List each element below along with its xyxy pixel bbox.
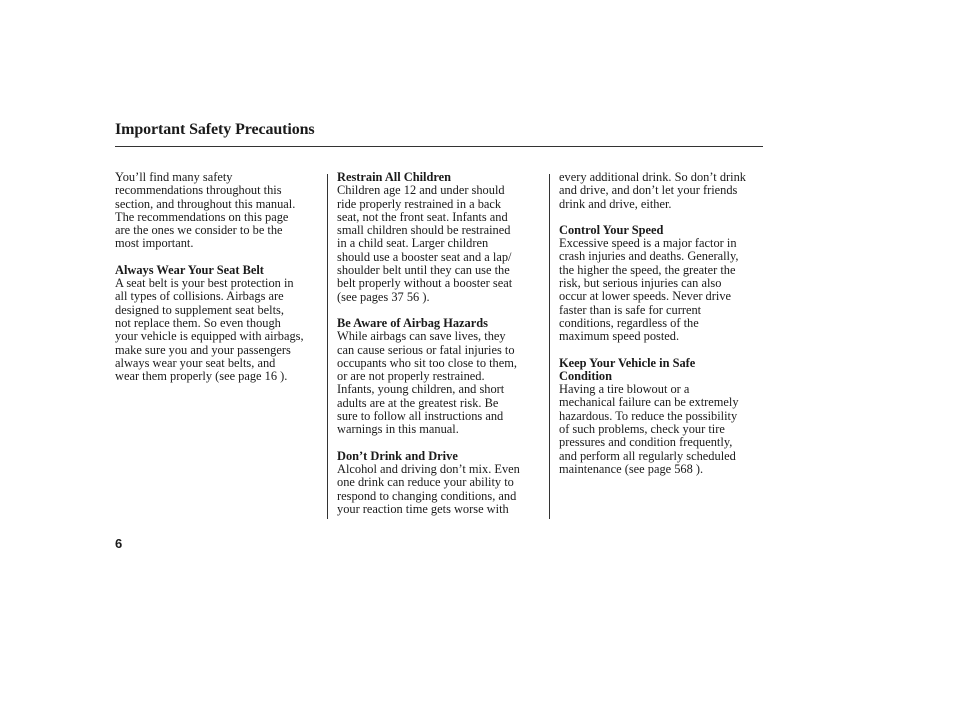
text-line: mechanical failure can be extremely <box>559 395 739 410</box>
text-line: most important. <box>115 236 194 251</box>
speed-heading: Control Your Speed <box>559 222 664 237</box>
text-line: all types of collisions. Airbags are <box>115 289 284 304</box>
text-line: belt properly without a booster seat <box>337 276 513 291</box>
text-line: and drive, and don’t let your friends <box>559 183 738 198</box>
drink-paragraph <box>337 463 545 516</box>
text-line: occupants who sit too close to them, <box>337 355 517 370</box>
text-line: risk, but serious injuries can also <box>559 276 722 291</box>
title-rule <box>115 146 763 147</box>
text-line: not replace them. So even though <box>115 315 281 330</box>
text-line: faster than is safe for current <box>559 302 702 317</box>
seatbelt-heading: Always Wear Your Seat Belt <box>115 262 264 277</box>
text-line: make sure you and your passengers <box>115 342 291 357</box>
airbag-heading: Be Aware of Airbag Hazards <box>337 315 488 330</box>
text-line: recommendations throughout this <box>115 183 282 198</box>
text-line: hazardous. To reduce the possibility <box>559 408 738 423</box>
text-line: one drink can reduce your ability to <box>337 475 514 490</box>
column-1 <box>115 171 323 383</box>
column-divider-2 <box>549 174 550 519</box>
text-line: pressures and condition frequently, <box>559 435 733 450</box>
text-line: designed to supplement seat belts, <box>115 302 284 317</box>
text-line: Children age 12 and under should <box>337 183 505 198</box>
text-line: and perform all regularly scheduled <box>559 448 736 463</box>
text-line: should use a booster seat and a lap/ <box>337 249 512 264</box>
text-line: (see pages 37 56 ). <box>337 289 430 304</box>
text-line: shoulder belt until they can use the <box>337 263 510 278</box>
column-3 <box>559 171 769 476</box>
seatbelt-paragraph <box>115 277 323 383</box>
text-line: warnings in this manual. <box>337 422 459 437</box>
text-line: in a child seat. Larger children <box>337 236 489 251</box>
text-line: The recommendations on this page <box>115 209 289 224</box>
text-line: Having a tire blowout or a <box>559 382 690 397</box>
text-line: adults are at the greatest risk. Be <box>337 395 499 410</box>
text-line: always wear your seat belts, and <box>115 355 276 370</box>
text-line: small children should be restrained <box>337 223 511 238</box>
text-line: maximum speed posted. <box>559 329 680 344</box>
text-line: the higher the speed, the greater the <box>559 262 736 277</box>
text-line: You’ll find many safety <box>115 170 233 184</box>
text-line: A seat belt is your best protection in <box>115 276 294 291</box>
text-line: ride properly restrained in a back <box>337 196 502 211</box>
drink-paragraph-continued <box>559 171 769 211</box>
text-line: occur at lower speeds. Never drive <box>559 289 732 304</box>
text-line: your vehicle is equipped with airbags, <box>115 329 304 344</box>
text-line: Alcohol and driving don’t mix. Even <box>337 461 520 476</box>
text-line: section, and throughout this manual. <box>115 196 296 211</box>
text-line: every additional drink. So don’t drink <box>559 170 746 184</box>
column-divider-1 <box>327 174 328 519</box>
text-line: conditions, regardless of the <box>559 315 699 330</box>
text-line: maintenance (see page 568 ). <box>559 461 704 476</box>
text-line: Keep Your Vehicle in Safe <box>559 355 696 370</box>
vehicle-heading <box>559 357 769 384</box>
text-line: seat, not the front seat. Infants and <box>337 209 508 224</box>
text-line: can cause serious or fatal injuries to <box>337 342 515 357</box>
column-2 <box>337 171 545 516</box>
text-line: Condition <box>559 368 613 383</box>
text-line: While airbags can save lives, they <box>337 329 506 344</box>
text-line: crash injuries and deaths. Generally, <box>559 249 739 264</box>
children-heading: Restrain All Children <box>337 170 452 184</box>
page-title: Important Safety Precautions <box>115 121 315 138</box>
text-line: wear them properly (see page 16 ). <box>115 369 288 384</box>
vehicle-paragraph <box>559 383 769 476</box>
text-line: sure to follow all instructions and <box>337 409 504 424</box>
airbag-paragraph <box>337 330 545 436</box>
children-paragraph <box>337 184 545 304</box>
text-line: of such problems, check your tire <box>559 422 725 437</box>
drink-heading: Don’t Drink and Drive <box>337 448 458 463</box>
text-line: Infants, young children, and short <box>337 382 505 397</box>
text-line: Excessive speed is a major factor in <box>559 236 737 251</box>
text-line: respond to changing conditions, and <box>337 488 517 503</box>
page-number: 6 <box>115 536 123 551</box>
text-line: are the ones we consider to be the <box>115 223 283 238</box>
intro-paragraph <box>115 171 323 251</box>
text-line: your reaction time gets worse with <box>337 501 509 516</box>
text-line: drink and drive, either. <box>559 196 672 211</box>
text-line: or are not properly restrained. <box>337 369 485 384</box>
speed-paragraph <box>559 237 769 343</box>
